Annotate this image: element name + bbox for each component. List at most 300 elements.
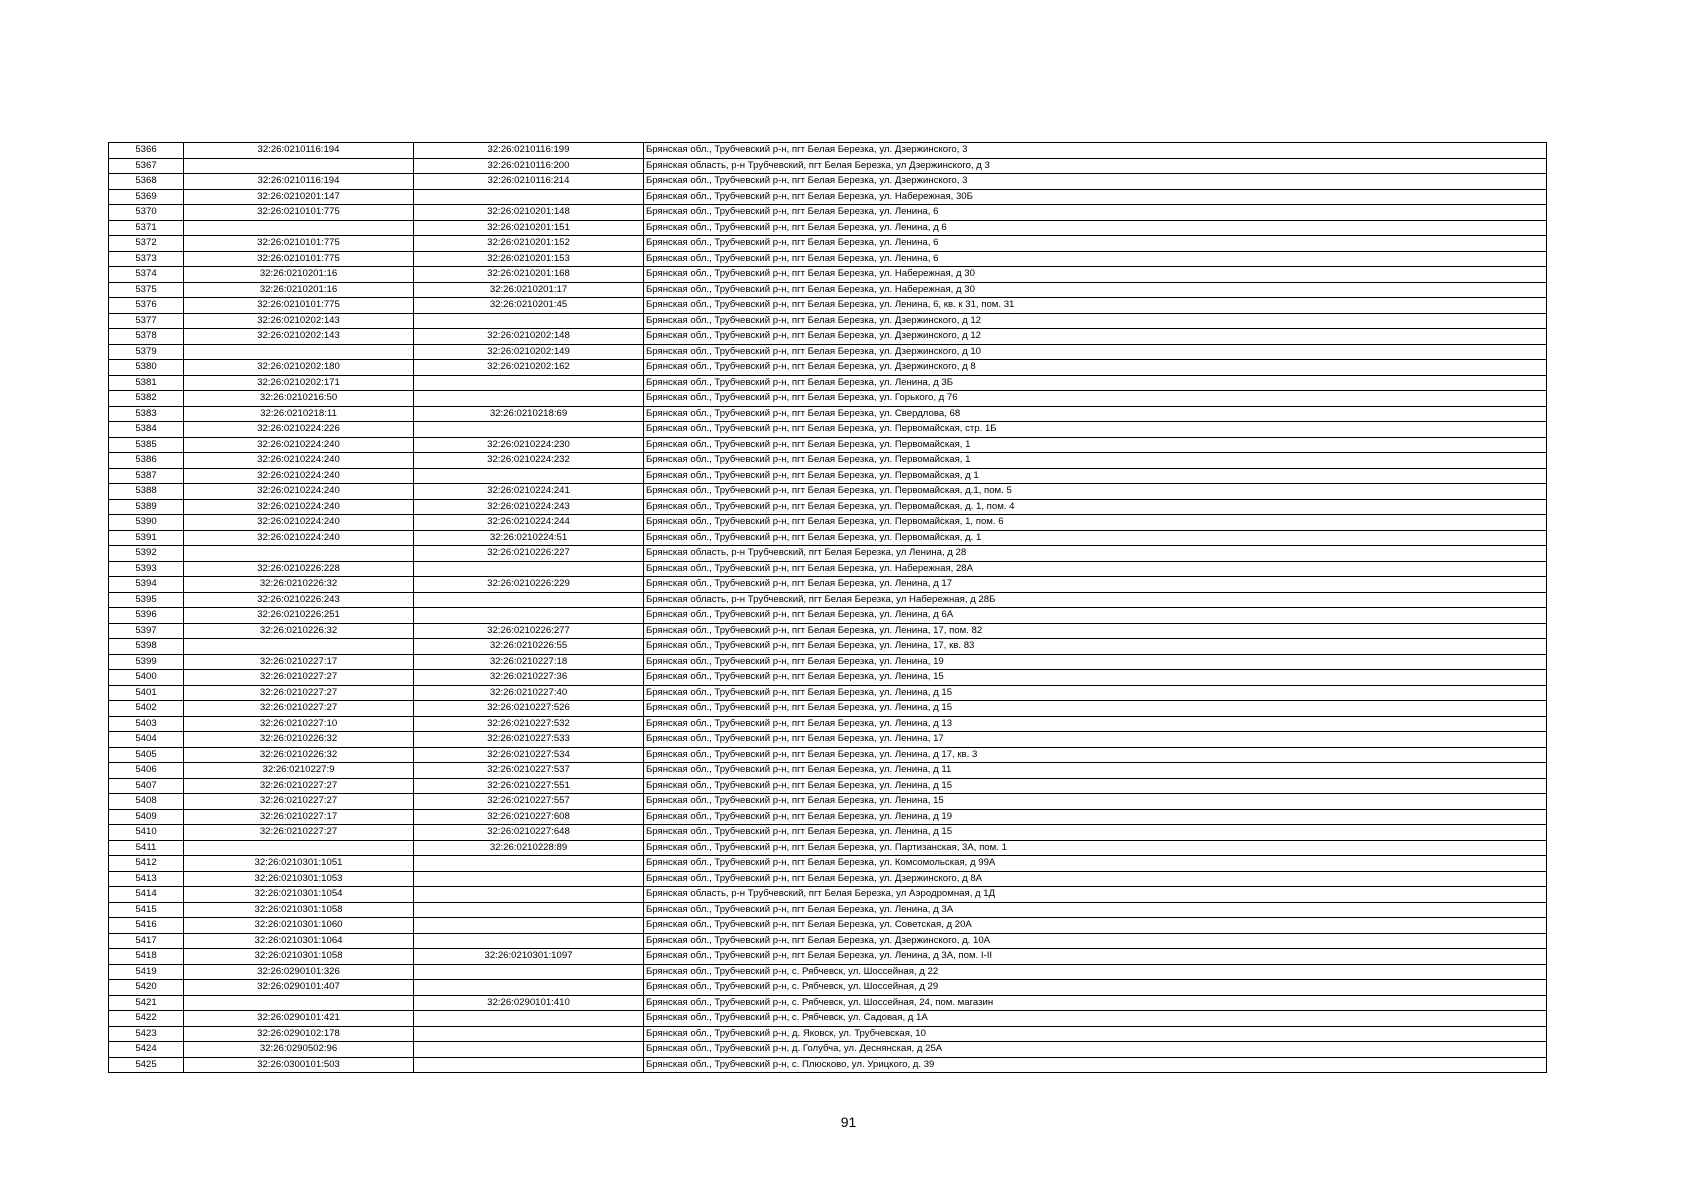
row-number-cell: 5424 — [109, 1042, 184, 1058]
source-cadastral-number-cell: 32:26:0210301:1060 — [184, 918, 414, 934]
table-row — [109, 236, 1547, 252]
source-cadastral-number-cell: 32:26:0210301:1053 — [184, 871, 414, 887]
address-cell: Брянская обл., Трубчевский р-н, пгт Белая Березка, ул. Партизанская, 3А, пом. 1 — [644, 840, 1547, 856]
address-cell: Брянская обл., Трубчевский р-н, пгт Белая Березка, ул. Комсомольская, д 99А — [644, 856, 1547, 872]
row-number-cell: 5382 — [109, 391, 184, 407]
source-cadastral-number-cell: 32:26:0210202:180 — [184, 360, 414, 376]
row-number-cell: 5406 — [109, 763, 184, 779]
address-cell: Брянская обл., Трубчевский р-н, пгт Белая Березка, ул. Первомайская, 1 — [644, 437, 1547, 453]
source-cadastral-number-cell: 32:26:0290101:407 — [184, 980, 414, 996]
row-number-cell: 5409 — [109, 809, 184, 825]
row-number-cell: 5386 — [109, 453, 184, 469]
row-number-cell: 5389 — [109, 499, 184, 515]
source-cadastral-number-cell: 32:26:0210301:1064 — [184, 933, 414, 949]
source-cadastral-number-cell: 32:26:0210224:240 — [184, 484, 414, 500]
object-cadastral-number-cell: 32:26:0210201:168 — [414, 267, 644, 283]
object-cadastral-number-cell: 32:26:0210227:551 — [414, 778, 644, 794]
row-number-cell: 5423 — [109, 1026, 184, 1042]
object-cadastral-number-cell — [414, 313, 644, 329]
source-cadastral-number-cell: 32:26:0210227:27 — [184, 778, 414, 794]
row-number-cell: 5402 — [109, 701, 184, 717]
address-cell: Брянская обл., Трубчевский р-н, пгт Белая Березка, ул. Первомайская, д. 1 — [644, 530, 1547, 546]
row-number-cell: 5397 — [109, 623, 184, 639]
table-row — [109, 143, 1547, 159]
address-cell: Брянская обл., Трубчевский р-н, пгт Белая Березка, ул. Первомайская, стр. 1Б — [644, 422, 1547, 438]
source-cadastral-number-cell: 32:26:0210201:16 — [184, 282, 414, 298]
source-cadastral-number-cell: 32:26:0210101:775 — [184, 205, 414, 221]
object-cadastral-number-cell: 32:26:0210226:229 — [414, 577, 644, 593]
address-cell: Брянская обл., Трубчевский р-н, с. Рябчевск, ул. Садовая, д 1А — [644, 1011, 1547, 1027]
row-number-cell: 5395 — [109, 592, 184, 608]
row-number-cell: 5390 — [109, 515, 184, 531]
row-number-cell: 5376 — [109, 298, 184, 314]
table-row — [109, 654, 1547, 670]
table-row — [109, 809, 1547, 825]
table-row — [109, 422, 1547, 438]
address-cell: Брянская обл., Трубчевский р-н, пгт Белая Березка, ул. Первомайская, д 1 — [644, 468, 1547, 484]
row-number-cell: 5385 — [109, 437, 184, 453]
source-cadastral-number-cell: 32:26:0210226:32 — [184, 732, 414, 748]
cadastral-table — [108, 142, 1547, 1073]
address-cell: Брянская обл., Трубчевский р-н, пгт Белая Березка, ул. Дзержинского, д 12 — [644, 313, 1547, 329]
source-cadastral-number-cell: 32:26:0210227:27 — [184, 685, 414, 701]
address-cell: Брянская обл., Трубчевский р-н, пгт Белая Березка, ул. Ленина, 15 — [644, 794, 1547, 810]
source-cadastral-number-cell: 32:26:0290102:178 — [184, 1026, 414, 1042]
address-cell: Брянская обл., Трубчевский р-н, пгт Белая Березка, ул. Ленина, д 6А — [644, 608, 1547, 624]
address-cell: Брянская обл., Трубчевский р-н, пгт Белая Березка, ул. Ленина, д 3Б — [644, 375, 1547, 391]
source-cadastral-number-cell: 32:26:0210227:17 — [184, 654, 414, 670]
object-cadastral-number-cell — [414, 918, 644, 934]
row-number-cell: 5421 — [109, 995, 184, 1011]
address-cell: Брянская обл., Трубчевский р-н, пгт Белая Березка, ул. Дзержинского, д 10 — [644, 344, 1547, 360]
table-row — [109, 189, 1547, 205]
source-cadastral-number-cell — [184, 995, 414, 1011]
table-row — [109, 825, 1547, 841]
row-number-cell: 5420 — [109, 980, 184, 996]
row-number-cell: 5374 — [109, 267, 184, 283]
object-cadastral-number-cell: 32:26:0210116:214 — [414, 174, 644, 190]
address-cell: Брянская обл., Трубчевский р-н, пгт Белая Березка, ул. Первомайская, 1 — [644, 453, 1547, 469]
source-cadastral-number-cell: 32:26:0210226:251 — [184, 608, 414, 624]
row-number-cell: 5410 — [109, 825, 184, 841]
object-cadastral-number-cell — [414, 422, 644, 438]
source-cadastral-number-cell: 32:26:0210116:194 — [184, 174, 414, 190]
source-cadastral-number-cell — [184, 840, 414, 856]
address-cell: Брянская обл., Трубчевский р-н, пгт Белая Березка, ул. Ленина, д 19 — [644, 809, 1547, 825]
source-cadastral-number-cell: 32:26:0210224:240 — [184, 468, 414, 484]
address-cell: Брянская область, р-н Трубчевский, пгт Белая Березка, ул Набережная, д 28Б — [644, 592, 1547, 608]
table-row — [109, 205, 1547, 221]
object-cadastral-number-cell — [414, 1011, 644, 1027]
address-cell: Брянская обл., Трубчевский р-н, с. Рябчевск, ул. Шоссейная, д 22 — [644, 964, 1547, 980]
table-row — [109, 375, 1547, 391]
address-cell: Брянская обл., Трубчевский р-н, пгт Белая Березка, ул. Набережная, 30Б — [644, 189, 1547, 205]
object-cadastral-number-cell — [414, 1042, 644, 1058]
source-cadastral-number-cell: 32:26:0210301:1054 — [184, 887, 414, 903]
object-cadastral-number-cell — [414, 902, 644, 918]
table-row — [109, 902, 1547, 918]
row-number-cell: 5387 — [109, 468, 184, 484]
address-cell: Брянская обл., Трубчевский р-н, пгт Белая Березка, ул. Набережная, д 30 — [644, 267, 1547, 283]
table-row — [109, 778, 1547, 794]
source-cadastral-number-cell: 32:26:0210202:143 — [184, 329, 414, 345]
object-cadastral-number-cell — [414, 887, 644, 903]
table-row — [109, 220, 1547, 236]
address-cell: Брянская обл., Трубчевский р-н, пгт Белая Березка, ул. Ленина, д 13 — [644, 716, 1547, 732]
object-cadastral-number-cell: 32:26:0210227:40 — [414, 685, 644, 701]
address-cell: Брянская обл., Трубчевский р-н, пгт Белая Березка, ул. Горького, д 76 — [644, 391, 1547, 407]
source-cadastral-number-cell: 32:26:0210224:240 — [184, 453, 414, 469]
table-row — [109, 1042, 1547, 1058]
table-row — [109, 918, 1547, 934]
address-cell: Брянская обл., Трубчевский р-н, пгт Белая Березка, ул. Ленина, 15 — [644, 670, 1547, 686]
object-cadastral-number-cell: 32:26:0210227:534 — [414, 747, 644, 763]
row-number-cell: 5401 — [109, 685, 184, 701]
row-number-cell: 5394 — [109, 577, 184, 593]
table-row — [109, 980, 1547, 996]
address-cell: Брянская обл., Трубчевский р-н, пгт Белая Березка, ул. Ленина, д 17, кв. 3 — [644, 747, 1547, 763]
object-cadastral-number-cell: 32:26:0210224:230 — [414, 437, 644, 453]
row-number-cell: 5378 — [109, 329, 184, 345]
source-cadastral-number-cell: 32:26:0210227:10 — [184, 716, 414, 732]
table-row — [109, 871, 1547, 887]
address-cell: Брянская обл., Трубчевский р-н, пгт Белая Березка, ул. Набережная, д 30 — [644, 282, 1547, 298]
source-cadastral-number-cell: 32:26:0210226:228 — [184, 561, 414, 577]
object-cadastral-number-cell: 32:26:0210227:608 — [414, 809, 644, 825]
table-row — [109, 763, 1547, 779]
address-cell: Брянская обл., Трубчевский р-н, пгт Белая Березка, ул. Первомайская, 1, пом. 6 — [644, 515, 1547, 531]
object-cadastral-number-cell: 32:26:0290101:410 — [414, 995, 644, 1011]
table-row — [109, 639, 1547, 655]
row-number-cell: 5375 — [109, 282, 184, 298]
object-cadastral-number-cell — [414, 189, 644, 205]
table-row — [109, 964, 1547, 980]
row-number-cell: 5416 — [109, 918, 184, 934]
source-cadastral-number-cell: 32:26:0210227:27 — [184, 794, 414, 810]
table-row — [109, 1057, 1547, 1073]
table-row — [109, 453, 1547, 469]
row-number-cell: 5366 — [109, 143, 184, 159]
object-cadastral-number-cell: 32:26:0210201:153 — [414, 251, 644, 267]
table-row — [109, 158, 1547, 174]
object-cadastral-number-cell — [414, 1026, 644, 1042]
address-cell: Брянская область, р-н Трубчевский, пгт Белая Березка, ул Ленина, д 28 — [644, 546, 1547, 562]
object-cadastral-number-cell — [414, 856, 644, 872]
table-row — [109, 887, 1547, 903]
address-cell: Брянская обл., Трубчевский р-н, с. Плюсково, ул. Урицкого, д. 39 — [644, 1057, 1547, 1073]
address-cell: Брянская обл., Трубчевский р-н, пгт Белая Березка, ул. Набережная, 28А — [644, 561, 1547, 577]
row-number-cell: 5400 — [109, 670, 184, 686]
object-cadastral-number-cell: 32:26:0210224:241 — [414, 484, 644, 500]
table-body — [109, 143, 1547, 1073]
address-cell: Брянская обл., Трубчевский р-н, пгт Белая Березка, ул. Ленина, д 17 — [644, 577, 1547, 593]
table-row — [109, 577, 1547, 593]
row-number-cell: 5391 — [109, 530, 184, 546]
row-number-cell: 5393 — [109, 561, 184, 577]
object-cadastral-number-cell: 32:26:0210226:277 — [414, 623, 644, 639]
address-cell: Брянская обл., Трубчевский р-н, пгт Белая Березка, ул. Ленина, 17, кв. 83 — [644, 639, 1547, 655]
source-cadastral-number-cell: 32:26:0210224:240 — [184, 530, 414, 546]
row-number-cell: 5412 — [109, 856, 184, 872]
object-cadastral-number-cell: 32:26:0210201:152 — [414, 236, 644, 252]
object-cadastral-number-cell: 32:26:0210202:148 — [414, 329, 644, 345]
row-number-cell: 5388 — [109, 484, 184, 500]
object-cadastral-number-cell: 32:26:0210224:51 — [414, 530, 644, 546]
row-number-cell: 5377 — [109, 313, 184, 329]
table-row — [109, 329, 1547, 345]
row-number-cell: 5405 — [109, 747, 184, 763]
address-cell: Брянская обл., Трубчевский р-н, пгт Белая Березка, ул. Ленина, д 6 — [644, 220, 1547, 236]
address-cell: Брянская обл., Трубчевский р-н, с. Рябчевск, ул. Шоссейная, д 29 — [644, 980, 1547, 996]
address-cell: Брянская обл., Трубчевский р-н, с. Рябчевск, ул. Шоссейная, 24, пом. магазин — [644, 995, 1547, 1011]
address-cell: Брянская обл., Трубчевский р-н, пгт Белая Березка, ул. Дзержинского, 3 — [644, 174, 1547, 190]
row-number-cell: 5383 — [109, 406, 184, 422]
row-number-cell: 5417 — [109, 933, 184, 949]
address-cell: Брянская обл., Трубчевский р-н, пгт Белая Березка, ул. Ленина, 6 — [644, 205, 1547, 221]
source-cadastral-number-cell: 32:26:0290101:326 — [184, 964, 414, 980]
table-row — [109, 360, 1547, 376]
object-cadastral-number-cell — [414, 964, 644, 980]
row-number-cell: 5399 — [109, 654, 184, 670]
source-cadastral-number-cell: 32:26:0210101:775 — [184, 251, 414, 267]
row-number-cell: 5381 — [109, 375, 184, 391]
table-row — [109, 298, 1547, 314]
page-number: 91 — [840, 1114, 857, 1130]
table-row — [109, 995, 1547, 1011]
object-cadastral-number-cell: 32:26:0210227:557 — [414, 794, 644, 810]
source-cadastral-number-cell: 32:26:0210226:32 — [184, 623, 414, 639]
address-cell: Брянская обл., Трубчевский р-н, пгт Белая Березка, ул. Первомайская, д. 1, пом. 4 — [644, 499, 1547, 515]
source-cadastral-number-cell: 32:26:0210224:226 — [184, 422, 414, 438]
object-cadastral-number-cell — [414, 375, 644, 391]
row-number-cell: 5392 — [109, 546, 184, 562]
object-cadastral-number-cell — [414, 561, 644, 577]
source-cadastral-number-cell: 32:26:0210224:240 — [184, 499, 414, 515]
row-number-cell: 5371 — [109, 220, 184, 236]
address-cell: Брянская обл., Трубчевский р-н, пгт Белая Березка, ул. Первомайская, д.1, пом. 5 — [644, 484, 1547, 500]
table-row — [109, 251, 1547, 267]
source-cadastral-number-cell — [184, 639, 414, 655]
row-number-cell: 5413 — [109, 871, 184, 887]
object-cadastral-number-cell: 32:26:0210227:526 — [414, 701, 644, 717]
table-row — [109, 406, 1547, 422]
source-cadastral-number-cell: 32:26:0210101:775 — [184, 236, 414, 252]
source-cadastral-number-cell — [184, 344, 414, 360]
table-row — [109, 1011, 1547, 1027]
source-cadastral-number-cell: 32:26:0210226:243 — [184, 592, 414, 608]
source-cadastral-number-cell: 32:26:0290101:421 — [184, 1011, 414, 1027]
table-row — [109, 530, 1547, 546]
source-cadastral-number-cell: 32:26:0210227:9 — [184, 763, 414, 779]
address-cell: Брянская обл., Трубчевский р-н, пгт Белая Березка, ул. Дзержинского, д 12 — [644, 329, 1547, 345]
object-cadastral-number-cell: 32:26:0210227:648 — [414, 825, 644, 841]
object-cadastral-number-cell: 32:26:0210201:45 — [414, 298, 644, 314]
row-number-cell: 5418 — [109, 949, 184, 965]
object-cadastral-number-cell: 32:26:0210116:200 — [414, 158, 644, 174]
table-row — [109, 856, 1547, 872]
object-cadastral-number-cell — [414, 1057, 644, 1073]
source-cadastral-number-cell: 32:26:0210201:147 — [184, 189, 414, 205]
object-cadastral-number-cell — [414, 608, 644, 624]
table-row — [109, 468, 1547, 484]
address-cell: Брянская обл., Трубчевский р-н, пгт Белая Березка, ул. Ленина, д 15 — [644, 778, 1547, 794]
row-number-cell: 5368 — [109, 174, 184, 190]
table-row — [109, 437, 1547, 453]
source-cadastral-number-cell: 32:26:0210101:775 — [184, 298, 414, 314]
table-row — [109, 949, 1547, 965]
address-cell: Брянская обл., Трубчевский р-н, пгт Белая Березка, ул. Ленина, д 15 — [644, 825, 1547, 841]
source-cadastral-number-cell: 32:26:0210224:240 — [184, 515, 414, 531]
address-cell: Брянская обл., Трубчевский р-н, пгт Белая Березка, ул. Советская, д 20А — [644, 918, 1547, 934]
table-row — [109, 701, 1547, 717]
object-cadastral-number-cell — [414, 391, 644, 407]
object-cadastral-number-cell: 32:26:0210201:148 — [414, 205, 644, 221]
object-cadastral-number-cell: 32:26:0210301:1097 — [414, 949, 644, 965]
source-cadastral-number-cell: 32:26:0210301:1058 — [184, 949, 414, 965]
source-cadastral-number-cell: 32:26:0210224:240 — [184, 437, 414, 453]
source-cadastral-number-cell — [184, 546, 414, 562]
row-number-cell: 5419 — [109, 964, 184, 980]
object-cadastral-number-cell — [414, 980, 644, 996]
source-cadastral-number-cell: 32:26:0210227:27 — [184, 701, 414, 717]
source-cadastral-number-cell: 32:26:0210218:11 — [184, 406, 414, 422]
row-number-cell: 5407 — [109, 778, 184, 794]
address-cell: Брянская обл., Трубчевский р-н, пгт Белая Березка, ул. Ленина, д 3А, пом. I-II — [644, 949, 1547, 965]
source-cadastral-number-cell: 32:26:0210301:1051 — [184, 856, 414, 872]
row-number-cell: 5380 — [109, 360, 184, 376]
address-cell: Брянская обл., Трубчевский р-н, пгт Белая Березка, ул. Дзержинского, д 8А — [644, 871, 1547, 887]
table-row — [109, 174, 1547, 190]
address-cell: Брянская обл., Трубчевский р-н, д. Яковск, ул. Трубчевская, 10 — [644, 1026, 1547, 1042]
object-cadastral-number-cell: 32:26:0210224:244 — [414, 515, 644, 531]
address-cell: Брянская область, р-н Трубчевский, пгт Белая Березка, ул Аэродромная, д 1Д — [644, 887, 1547, 903]
object-cadastral-number-cell: 32:26:0210201:151 — [414, 220, 644, 236]
table-row — [109, 546, 1547, 562]
source-cadastral-number-cell: 32:26:0210202:171 — [184, 375, 414, 391]
row-number-cell: 5384 — [109, 422, 184, 438]
table-row — [109, 670, 1547, 686]
row-number-cell: 5373 — [109, 251, 184, 267]
table-row — [109, 267, 1547, 283]
address-cell: Брянская обл., Трубчевский р-н, пгт Белая Березка, ул. Ленина, д 15 — [644, 701, 1547, 717]
address-cell: Брянская обл., Трубчевский р-н, пгт Белая Березка, ул. Ленина, 6 — [644, 236, 1547, 252]
table-row — [109, 313, 1547, 329]
row-number-cell: 5367 — [109, 158, 184, 174]
source-cadastral-number-cell: 32:26:0210202:143 — [184, 313, 414, 329]
object-cadastral-number-cell: 32:26:0210228:89 — [414, 840, 644, 856]
object-cadastral-number-cell: 32:26:0210202:149 — [414, 344, 644, 360]
address-cell: Брянская обл., Трубчевский р-н, пгт Белая Березка, ул. Свердлова, 68 — [644, 406, 1547, 422]
row-number-cell: 5422 — [109, 1011, 184, 1027]
object-cadastral-number-cell: 32:26:0210227:36 — [414, 670, 644, 686]
address-cell: Брянская обл., Трубчевский р-н, пгт Белая Березка, ул. Ленина, д 15 — [644, 685, 1547, 701]
source-cadastral-number-cell: 32:26:0210216:50 — [184, 391, 414, 407]
source-cadastral-number-cell: 32:26:0210201:16 — [184, 267, 414, 283]
address-cell: Брянская обл., Трубчевский р-н, пгт Белая Березка, ул. Ленина, 6, кв. к 31, пом. 31 — [644, 298, 1547, 314]
object-cadastral-number-cell: 32:26:0210226:55 — [414, 639, 644, 655]
table-row — [109, 391, 1547, 407]
row-number-cell: 5425 — [109, 1057, 184, 1073]
source-cadastral-number-cell: 32:26:0210226:32 — [184, 577, 414, 593]
table-row — [109, 608, 1547, 624]
row-number-cell: 5396 — [109, 608, 184, 624]
table-row — [109, 732, 1547, 748]
object-cadastral-number-cell — [414, 468, 644, 484]
object-cadastral-number-cell: 32:26:0210201:17 — [414, 282, 644, 298]
object-cadastral-number-cell: 32:26:0210227:537 — [414, 763, 644, 779]
address-cell: Брянская обл., Трубчевский р-н, пгт Белая Березка, ул. Ленина, 6 — [644, 251, 1547, 267]
row-number-cell: 5411 — [109, 840, 184, 856]
address-cell: Брянская обл., Трубчевский р-н, д. Голубча, ул. Деснянская, д 25А — [644, 1042, 1547, 1058]
source-cadastral-number-cell — [184, 158, 414, 174]
table-row — [109, 933, 1547, 949]
row-number-cell: 5414 — [109, 887, 184, 903]
source-cadastral-number-cell: 32:26:0210227:27 — [184, 825, 414, 841]
row-number-cell: 5370 — [109, 205, 184, 221]
address-cell: Брянская обл., Трубчевский р-н, пгт Белая Березка, ул. Ленина, 17 — [644, 732, 1547, 748]
source-cadastral-number-cell — [184, 220, 414, 236]
table-row — [109, 282, 1547, 298]
address-cell: Брянская обл., Трубчевский р-н, пгт Белая Березка, ул. Дзержинского, 3 — [644, 143, 1547, 159]
row-number-cell: 5398 — [109, 639, 184, 655]
table-row — [109, 1026, 1547, 1042]
table-row — [109, 484, 1547, 500]
table-row — [109, 623, 1547, 639]
table-row — [109, 747, 1547, 763]
row-number-cell: 5372 — [109, 236, 184, 252]
object-cadastral-number-cell — [414, 933, 644, 949]
row-number-cell: 5408 — [109, 794, 184, 810]
address-cell: Брянская обл., Трубчевский р-н, пгт Белая Березка, ул. Дзержинского, д 8 — [644, 360, 1547, 376]
object-cadastral-number-cell: 32:26:0210227:533 — [414, 732, 644, 748]
row-number-cell: 5415 — [109, 902, 184, 918]
source-cadastral-number-cell: 32:26:0210227:17 — [184, 809, 414, 825]
row-number-cell: 5379 — [109, 344, 184, 360]
address-cell: Брянская область, р-н Трубчевский, пгт Белая Березка, ул Дзержинского, д 3 — [644, 158, 1547, 174]
object-cadastral-number-cell: 32:26:0210224:232 — [414, 453, 644, 469]
source-cadastral-number-cell: 32:26:0210301:1058 — [184, 902, 414, 918]
row-number-cell: 5369 — [109, 189, 184, 205]
object-cadastral-number-cell: 32:26:0210218:69 — [414, 406, 644, 422]
object-cadastral-number-cell: 32:26:0210227:532 — [414, 716, 644, 732]
table-row — [109, 685, 1547, 701]
address-cell: Брянская обл., Трубчевский р-н, пгт Белая Березка, ул. Ленина, 17, пом. 82 — [644, 623, 1547, 639]
table-row — [109, 561, 1547, 577]
address-cell: Брянская обл., Трубчевский р-н, пгт Белая Березка, ул. Ленина, 19 — [644, 654, 1547, 670]
object-cadastral-number-cell — [414, 871, 644, 887]
table-row — [109, 499, 1547, 515]
table-row — [109, 840, 1547, 856]
object-cadastral-number-cell: 32:26:0210116:199 — [414, 143, 644, 159]
source-cadastral-number-cell: 32:26:0210227:27 — [184, 670, 414, 686]
table-row — [109, 592, 1547, 608]
source-cadastral-number-cell: 32:26:0210116:194 — [184, 143, 414, 159]
table-row — [109, 515, 1547, 531]
address-cell: Брянская обл., Трубчевский р-н, пгт Белая Березка, ул. Ленина, д 11 — [644, 763, 1547, 779]
object-cadastral-number-cell: 32:26:0210226:227 — [414, 546, 644, 562]
row-number-cell: 5403 — [109, 716, 184, 732]
object-cadastral-number-cell: 32:26:0210202:162 — [414, 360, 644, 376]
address-cell: Брянская обл., Трубчевский р-н, пгт Белая Березка, ул. Дзержинского, д. 10А — [644, 933, 1547, 949]
table-row — [109, 794, 1547, 810]
object-cadastral-number-cell: 32:26:0210224:243 — [414, 499, 644, 515]
object-cadastral-number-cell — [414, 592, 644, 608]
row-number-cell: 5404 — [109, 732, 184, 748]
source-cadastral-number-cell: 32:26:0290502:96 — [184, 1042, 414, 1058]
table-row — [109, 716, 1547, 732]
source-cadastral-number-cell: 32:26:0210226:32 — [184, 747, 414, 763]
table-row — [109, 344, 1547, 360]
